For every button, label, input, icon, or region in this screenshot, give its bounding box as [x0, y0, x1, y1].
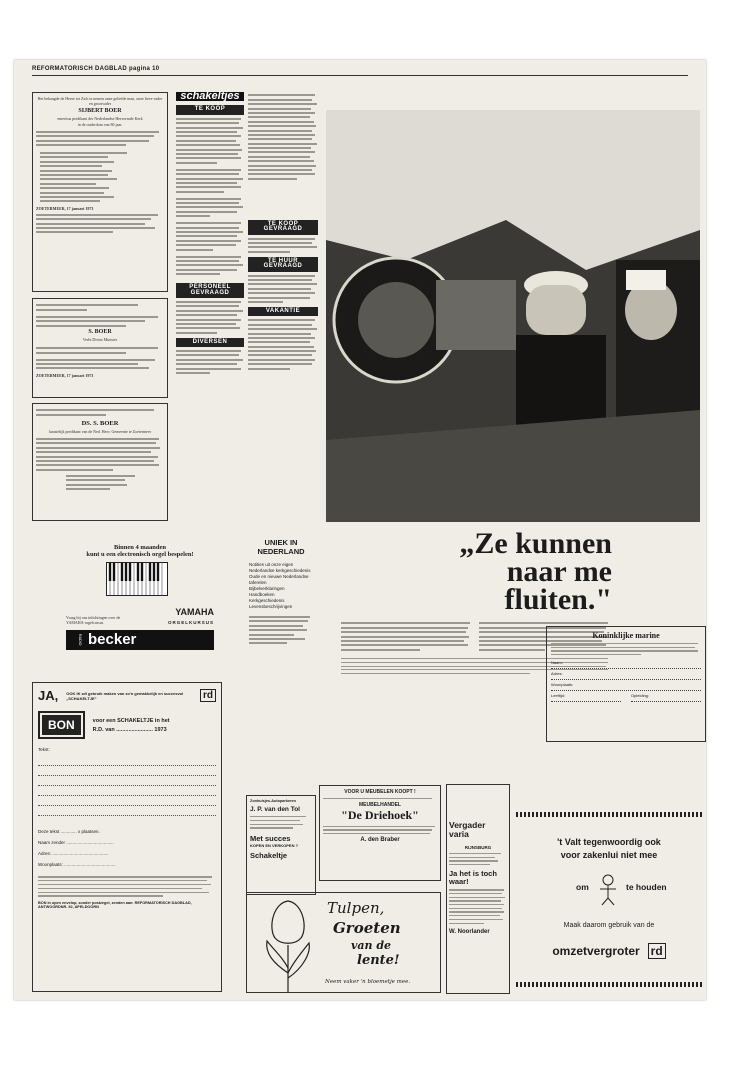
family-notice-2 [32, 298, 168, 398]
section-te-koop: TE KOOP [176, 105, 244, 114]
section-diversen: DIVERSEN [176, 338, 244, 347]
coupon-field-woonplaats[interactable]: Woonplaats: ......................................... [38, 862, 116, 867]
meubel-title: VOOR U MEUBELEN KOOPT ! [344, 789, 416, 795]
tulpen-line-3: van de [351, 939, 392, 952]
auto-name: J. P. van den Tol [250, 806, 300, 813]
header-rule [32, 75, 688, 76]
coupon-conditions [38, 876, 216, 897]
notice-name: SIJBERT BOER [78, 108, 122, 115]
navy-photo [326, 110, 700, 522]
becker-logo: becker [82, 630, 214, 650]
omzet-maak: Maak daarom gebruik van de [563, 922, 655, 929]
uniek-column [246, 535, 316, 785]
auto-tag: Met succes [250, 833, 291, 843]
tulpen-line-4: lente! [357, 953, 400, 968]
uniek-item: Kerkgeschiedenis [249, 598, 285, 603]
auto-tag2: KOPEN EN VERKOPEN ? [250, 842, 299, 848]
auto-tag3: Schakeltje [250, 850, 288, 860]
orgel-cta: Vraag bij ons inlichtingen over de YAMAHA-orgelcursus [66, 614, 121, 625]
notice-intro: Het behaagde de Heere tot Zich te nemen onze geliefde man, onze lieve vader en grootvader [37, 96, 163, 107]
meubel-advertisement [319, 785, 441, 881]
tulpen-advertisement [246, 892, 441, 993]
tekst-lines[interactable] [38, 756, 216, 816]
orgel-headline-1: Binnen 4 maanden [113, 544, 167, 551]
omzet-brand: omzetvergroter [552, 944, 640, 958]
auto-advertisement [246, 795, 316, 895]
vergader-place: RIJNSBURG [464, 845, 492, 850]
navy-field-leeftijd[interactable]: Leeftijd: [551, 691, 621, 702]
notice-body-2 [36, 214, 164, 234]
bon-text: voor een SCHAKELTJE in het [92, 717, 170, 724]
notice-footer: ZOETERMEER, 17 januari 1973 [36, 206, 94, 212]
yamaha-logo: YAMAHA [175, 607, 214, 617]
notice-footer: ZOETERMEER, 17 januari 1973 [36, 373, 94, 379]
navy-brand: Koninklijke marine [592, 631, 660, 640]
page-header: REFORMATORISCH DAGBLAD pagina 10 [32, 66, 160, 72]
meubel-sub: MEUBELHANDEL [359, 801, 401, 808]
coupon-ja-text: OOK IK wil gebruik maken van zo'n gemakkelijk en succesvol „SCHAKELTJE" [66, 690, 184, 701]
notice-family-list [40, 152, 164, 202]
coupon-field-naam[interactable]: Naam zender ...................................... [38, 840, 114, 845]
uniek-item: Levensbeschrijvingen [249, 604, 293, 609]
meubel-name: "De Driehoek" [341, 807, 419, 822]
rd-line: R.D. van [92, 726, 115, 733]
notice-subtitle: emeritus predikant der Nederlandse Hervormde Kerk [57, 116, 143, 122]
omzet-line-2: voor zakenlui niet mee [560, 850, 658, 860]
orgel-cursus-label: ORGELKURSUS [167, 620, 214, 625]
notice-name: S. BOER [88, 328, 112, 335]
omzet-advertisement [516, 812, 702, 987]
notice-subtitle: laatstelijk predikant van de Ned. Herv. Gemeente te Zoetermeer [48, 428, 152, 434]
notice-name: DS. S. BOER [81, 419, 119, 427]
orgel-advertisement [62, 540, 218, 673]
rd-logo: rd [648, 943, 666, 959]
omzet-line-1: 't Valt tegenwoordig ook [557, 837, 661, 847]
schakeltjes-title: schakeltjes [176, 92, 244, 101]
schakeltje-coupon[interactable]: JA, OOK IK wil gebruik maken van zo'n gemakkelijk en succesvol „SCHAKELTJE" rd BON voor een SCHAKELTJE in het R.D. van ........................ 1973 Tekst: Deze tekst ............. x plaatsen. Naam zender ...................................... Adres: ............................................. Woonplaats: ......................................... BON in open envelop, zonder postzegel, zenden aan: REFORMATORISCH DAGBLAD, ANTWOORDNR. 92, APELDOORN [32, 682, 222, 992]
uniek-item: Notities uit onze eigen Nederlandse kerkgeschiedenis [249, 562, 311, 573]
keyboard-icon [106, 562, 168, 596]
family-notice-1 [32, 92, 168, 292]
notice-subtitle: Verbi Divini Minister [82, 336, 118, 342]
navy-field-woonplaats[interactable]: Woonplaats: [551, 680, 701, 691]
section-te-huur-gevraagd: TE HUUR GEVRAAGD [248, 257, 318, 272]
navy-field-opleiding[interactable]: Opleiding: [631, 691, 701, 702]
family-notice-3 [32, 403, 168, 521]
omzet-rest: te houden [626, 882, 667, 892]
tulpen-line-1: Tulpen, [327, 899, 385, 917]
notice-age: in de ouderdom van 86 jaar. [77, 121, 123, 127]
coupon-ja: JA, [38, 688, 59, 703]
vergader-title: Vergader varia [449, 820, 486, 839]
tekst-label: Tekst: [38, 747, 50, 752]
auto-title: Zonhuisjes-Autoparkeren [250, 799, 296, 803]
uniek-list [249, 562, 313, 610]
sailors-illustration [326, 110, 700, 522]
navy-field-adres[interactable]: Adres: [551, 669, 701, 680]
coupon-footer: BON in open envelop, zonder postzegel, zenden aan: REFORMATORISCH DAGBLAD, ANTWOORDNR. 92, APELDOORN [38, 900, 192, 909]
navy-field-naam[interactable]: Naam: [551, 658, 701, 669]
newspaper-page [14, 60, 706, 1000]
section-te-koop-gevraagd: TE KOOP GEVRAAGD [248, 220, 318, 235]
tulip-icon [253, 893, 323, 993]
coupon-fields[interactable] [38, 826, 216, 870]
navy-coupon[interactable] [546, 626, 706, 742]
coupon-field-plaatsen[interactable]: Deze tekst ............. x plaatsen. [38, 829, 100, 834]
uniek-item: Bijbelverklaringen [249, 586, 285, 591]
omzet-om: om [576, 882, 589, 892]
uniek-item: Handboeken [249, 592, 275, 597]
vergader-ja: Ja het is toch waar! [449, 869, 497, 887]
uniek-title: UNIEK IN NEDERLAND [257, 538, 305, 556]
vergader-footer: W. Noorlander [449, 928, 490, 935]
figure-icon [594, 872, 622, 906]
coupon-field-adres[interactable]: Adres: ............................................. [38, 851, 109, 856]
section-vakantie: VAKANTIE [248, 307, 318, 316]
bon-year: 1973 [154, 726, 167, 733]
radio-label: RADIO [66, 630, 82, 650]
schakeltjes-column-2 [248, 92, 318, 532]
uniek-item: Oude en nieuwe Nederlandse taferelen [249, 574, 309, 585]
bon-label: BON [42, 715, 81, 735]
notice-body [36, 131, 164, 146]
vergader-varia [446, 784, 510, 994]
meubel-owner: A. den Braber [360, 836, 400, 843]
orgel-headline-2: kunt u een electronisch orgel bespelen! [86, 551, 194, 558]
section-personeel: PERSONEEL GEVRAAGD [176, 283, 244, 298]
tulpen-line-2: Groeten [333, 919, 401, 937]
rd-logo: rd [200, 689, 216, 702]
tulpen-slogan: Neem vaker 'n bloemetje mee. [325, 979, 411, 985]
schakeltjes-column [176, 92, 244, 537]
navy-headline: „Ze kunnen naar me fluiten." [459, 527, 612, 616]
